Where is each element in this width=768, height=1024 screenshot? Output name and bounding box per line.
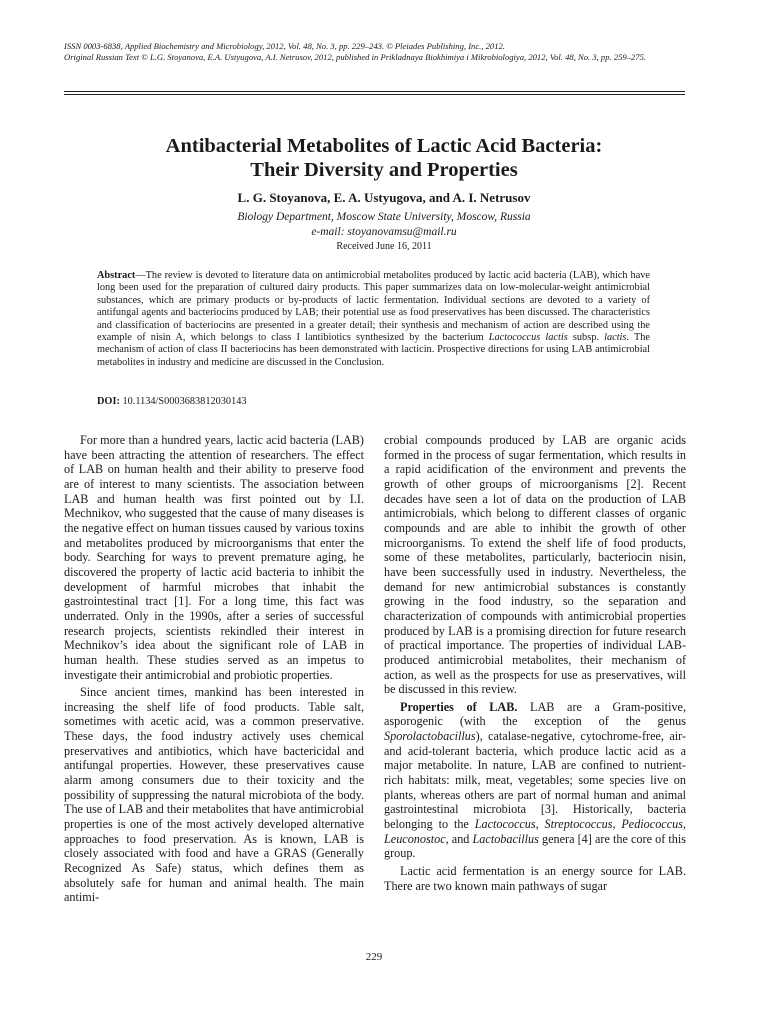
received-date: Received June 16, 2011 [336, 241, 432, 252]
header-rule-bottom [64, 94, 685, 95]
abstract [97, 270, 650, 369]
paragraph-properties: Properties of LAB. LAB are a Gram-positive, asporogenic (with the exception of the genus Sporolactobacillus), catalase-negative, cytochrome-free, air- and acid-tolerant bacteria, which produce lactic acid as a major metabolite. In nature, LAB are confined to nutrient-rich habitats: milk, meat, vegetables; some species live on plants, whereas others are part of normal human and animal gastrointestinal microbiota [3]. Historically, bacteria belonging to the Lactococcus, Streptococcus, Pediococcus, Leuconostoc, and Lactobacillus genera [4] are the core of this group. [384, 699, 686, 861]
section-heading-properties: Properties of LAB. [400, 699, 518, 714]
doi-label: DOI: [97, 396, 120, 407]
header-issn-line: ISSN 0003-6838, Applied Biochemistry and Microbiology, 2012, Vol. 48, No. 3, pp. 229–243. © Pleiades Publishing, Inc., 2012. [64, 41, 505, 51]
journal-header [64, 41, 704, 63]
email: e-mail: stoyanovamsu@mail.ru [311, 226, 457, 238]
abstract-label: Abstract [97, 270, 136, 281]
abstract-organism: Lactococcus lactis [488, 332, 568, 344]
abstract-text-b: subsp. [567, 332, 605, 344]
genus-sporolactobacillus: Sporolactobacillus [384, 729, 476, 744]
abstract-text-c: . The mechanism of action of class II bacteriocins has been demonstrated with lacticin. Prospective directions for using LAB antimicrobial metabolites in industry and medicine are discussed in the Conclusion. [97, 332, 650, 368]
page-number: 229 [365, 951, 383, 963]
paragraph-preservation: Since ancient times, mankind has been interested in increasing the shelf life of food products. Table salt, sometimes with acetic acid, was a common preservative. These days, the food industry actively uses chemical preservatives and antibiotics, which have bactericidal and antifungal properties. However, these preservatives cause alarm among consumers due to their toxicity and the possibility of suppressing the natural microbiota of the body. The use of LAB and their metabolites that have antimicrobial properties is one of the most actively developed alternative approaches to food preservation. As is known, LAB is closely associated with food and have a GRAS (Generally Recognized As Safe) status, which defines them as absolutely safe for human and animal health. The main antimi- [64, 685, 364, 905]
title-line-2: Their Diversity and Properties [250, 159, 518, 181]
title-line-1: Antibacterial Metabolites of Lactic Acid Bacteria: [165, 135, 603, 157]
article-title [0, 134, 768, 182]
body-column-right [384, 433, 686, 893]
header-rule-top [64, 91, 685, 92]
body-column-left [64, 433, 364, 905]
affiliation: Biology Department, Moscow State University, Moscow, Russia [237, 211, 531, 223]
paragraph-fermentation: Lactic acid fermentation is an energy source for LAB. There are two known main pathways of sugar [384, 864, 686, 893]
genus-list: Lactococcus, Streptococcus, Pediococcus, Leuconostoc [384, 817, 686, 846]
doi [97, 396, 247, 408]
paragraph-continued: crobial compounds produced by LAB are organic acids formed in the process of sugar fermentation, which results in a rapid acidification of the environment and prevents the growth of other groups of microorganisms [2]. Recent decades have seen a lot of data on the production of LAB antimicrobials, which belong to different classes of organic compounds and are able to inhibit the growth of other microorganisms. To extend the shelf life of food products, some of these metabolites, particularly, bacteriocin nisin, have been successfully used in industry. Nevertheless, the demand for new antimicrobial substances is constantly growing in the food industry, so the separation and characterization of compounds with antimicrobial properties produced by LAB is a promising direction for future research of practical importance. The properties of individual LAB-produced antimicrobial metabolites, their mechanism of action, as well as the prospects for use as preservatives, will be discussed in this review. [384, 433, 686, 697]
paragraph-intro: For more than a hundred years, lactic acid bacteria (LAB) have been attracting the attention of researchers. The effect of LAB on human health and their ability to preserve food are of interest to many scientists. The association between LAB and human health was first pointed out by I.I. Mechnikov, who suggested that the cause of many diseases is the negative effect on human tissues caused by various toxins and metabolites produced by microorganisms that enter the body. Searching for ways to prevent premature aging, he discovered the property of lactic acid bacteria to inhibit the development of harmful microbes that inhabit the gastrointestinal tract [1]. For a long time, this fact was underrated. Only in the 1990s, after a series of successful research projects, scientists rekindled their interest in Mechnikov’s idea about the significant role of LAB in human health. These studies served as an impetus to investigate their antimicrobial and probiotic properties. [64, 433, 364, 682]
genus-lactobacillus: Lactobacillus [472, 831, 539, 846]
abstract-dash: — [135, 270, 146, 281]
doi-value[interactable]: 10.1134/S0003683812030143 [122, 396, 247, 407]
abstract-subsp: lactis [604, 332, 627, 344]
header-original-text-line: Original Russian Text © L.G. Stoyanova, E.A. Ustyugova, A.I. Netrusov, 2012, published in Prikladnaya Biokhimiya i Mikrobiologiya, 2012, Vol. 48, No. 3, pp. 259–275. [64, 52, 647, 62]
abstract-text-a: The review is devoted to literature data on antimicrobial metabolites produced by lactic acid bacteria (LAB), which have long been used for the preparation of cultured dairy products. This paper summarizes data on low-molecular-weight antimicrobial substances, which are primary products or by-products of lactic fermentation. Individual sections are devoted to a variety of antifungal agents and bacteriocins produced by LAB; their potential use as food preservatives has been discussed. The characteristics and classification of bacteriocins are presented in a greater detail; their synthesis and mechanism of action are described using the example of nisin A, which belongs to class I lantibiotics synthesized by the bacterium [97, 270, 650, 344]
authors: L. G. Stoyanova, E. A. Ustyugova, and A. I. Netrusov [237, 190, 531, 205]
